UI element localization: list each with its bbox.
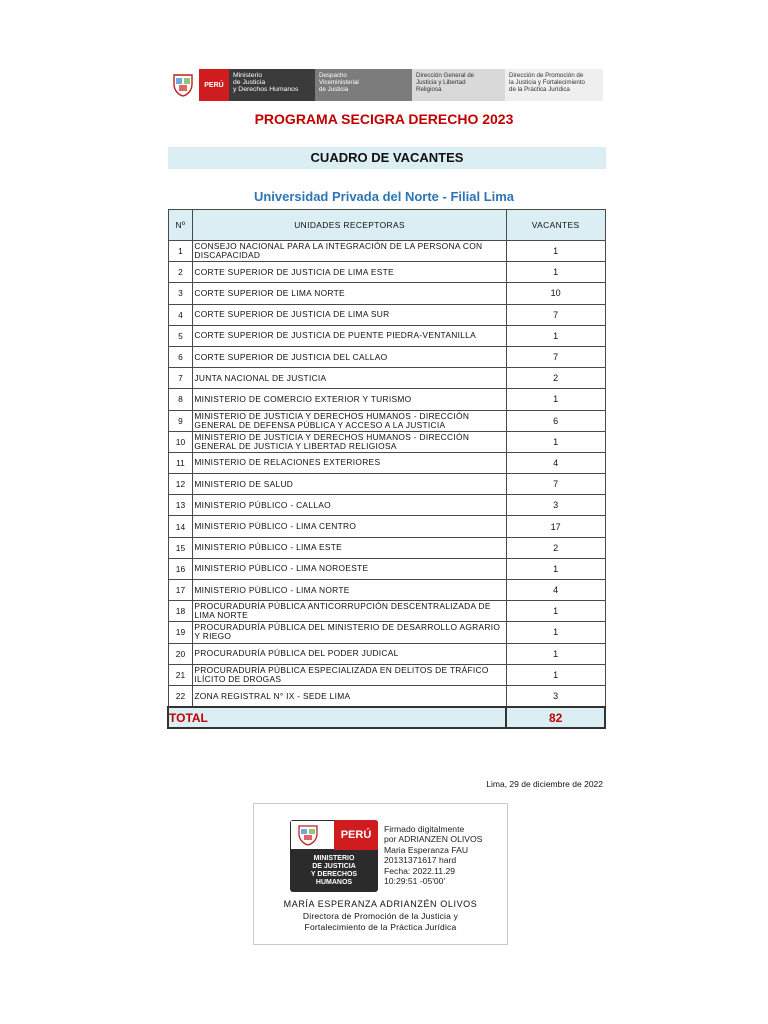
university-name: Universidad Privada del Norte - Filial Lima bbox=[253, 189, 515, 204]
ministry-block: Ministerio de Justicia y Derechos Humanos bbox=[229, 69, 315, 101]
header-vacancies: VACANTES bbox=[506, 210, 605, 241]
row-number: 10 bbox=[168, 431, 193, 452]
row-number: 12 bbox=[168, 474, 193, 495]
table-row bbox=[168, 452, 605, 473]
row-vacancies: 1 bbox=[506, 558, 605, 579]
row-unit: MINISTERIO DE SALUD bbox=[193, 474, 506, 495]
row-unit: CORTE SUPERIOR DE JUSTICIA DEL CALLAO bbox=[193, 346, 506, 367]
table-row bbox=[168, 580, 605, 601]
total-value: 82 bbox=[506, 707, 605, 728]
table-row bbox=[168, 325, 605, 346]
table-row bbox=[168, 664, 605, 685]
logo-country: PERÚ bbox=[334, 820, 378, 850]
row-unit: MINISTERIO DE COMERCIO EXTERIOR Y TURISMO bbox=[193, 389, 506, 410]
table-row bbox=[168, 495, 605, 516]
row-number: 6 bbox=[168, 346, 193, 367]
total-row bbox=[168, 707, 605, 728]
header-number: Nº bbox=[168, 210, 193, 241]
row-unit: MINISTERIO DE JUSTICIA Y DERECHOS HUMANOS - DIRECCIÓN GENERAL DE JUSTICIA Y LIBERTAD RELIGIOSA bbox=[193, 431, 506, 452]
row-vacancies: 1 bbox=[506, 325, 605, 346]
table-row bbox=[168, 389, 605, 410]
row-number: 18 bbox=[168, 601, 193, 622]
ministry-logo bbox=[290, 820, 378, 892]
row-vacancies: 1 bbox=[506, 622, 605, 643]
row-number: 16 bbox=[168, 558, 193, 579]
promotion-direction-block: Dirección de Promoción de la Justicia y Fortalecimiento de la Práctica Jurídica bbox=[505, 69, 603, 101]
institution-banner bbox=[167, 69, 603, 101]
table-row bbox=[168, 346, 605, 367]
coat-of-arms-icon bbox=[296, 824, 320, 846]
row-vacancies: 4 bbox=[506, 580, 605, 601]
row-unit: PROCURADURÍA PÚBLICA DEL PODER JUDICAL bbox=[193, 643, 506, 664]
table-row bbox=[168, 558, 605, 579]
table-subtitle: CUADRO DE VACANTES bbox=[168, 147, 606, 169]
coat-of-arms-icon bbox=[167, 69, 199, 101]
row-unit: MINISTERIO PÚBLICO - LIMA CENTRO bbox=[193, 516, 506, 537]
table-row bbox=[168, 622, 605, 643]
digital-signature-box bbox=[253, 803, 508, 945]
row-number: 5 bbox=[168, 325, 193, 346]
vacancies-table bbox=[167, 209, 606, 729]
page-title: PROGRAMA SECIGRA DERECHO 2023 bbox=[254, 111, 514, 127]
row-vacancies: 6 bbox=[506, 410, 605, 431]
signer-name: MARÍA ESPERANZA ADRIANZÉN OLIVOS bbox=[283, 899, 478, 909]
row-number: 22 bbox=[168, 685, 193, 707]
row-number: 19 bbox=[168, 622, 193, 643]
row-unit: MINISTERIO DE JUSTICIA Y DERECHOS HUMANOS - DIRECCIÓN GENERAL DE DEFENSA PÚBLICA Y ACCESO A LA JUSTICIA bbox=[193, 410, 506, 431]
row-number: 9 bbox=[168, 410, 193, 431]
row-vacancies: 2 bbox=[506, 537, 605, 558]
header-unit: UNIDADES RECEPTORAS bbox=[193, 210, 506, 241]
table-row bbox=[168, 283, 605, 304]
signature-details: Firmado digitalmente por ADRIANZEN OLIVOS Maria Esperanza FAU 20131371617 hard Fecha: 2022.11.29 10:29:51 -05'00' bbox=[384, 824, 483, 887]
row-unit: CORTE SUPERIOR DE LIMA NORTE bbox=[193, 283, 506, 304]
row-number: 15 bbox=[168, 537, 193, 558]
row-unit: MINISTERIO PÚBLICO - LIMA NORTE bbox=[193, 580, 506, 601]
row-unit: MINISTERIO PÚBLICO - LIMA ESTE bbox=[193, 537, 506, 558]
table-row bbox=[168, 410, 605, 431]
row-vacancies: 3 bbox=[506, 495, 605, 516]
row-unit: JUNTA NACIONAL DE JUSTICIA bbox=[193, 368, 506, 389]
row-unit: MINISTERIO PÚBLICO - CALLAO bbox=[193, 495, 506, 516]
table-header-row bbox=[168, 210, 605, 241]
table-row bbox=[168, 368, 605, 389]
row-number: 1 bbox=[168, 241, 193, 262]
row-unit: PROCURADURÍA PÚBLICA DEL MINISTERIO DE DESARROLLO AGRARIO Y RIEGO bbox=[193, 622, 506, 643]
row-number: 21 bbox=[168, 664, 193, 685]
table-row bbox=[168, 516, 605, 537]
row-unit: PROCURADURÍA PÚBLICA ESPECIALIZADA EN DELITOS DE TRÁFICO ILÍCITO DE DROGAS bbox=[193, 664, 506, 685]
row-vacancies: 1 bbox=[506, 241, 605, 262]
table-row bbox=[168, 304, 605, 325]
row-vacancies: 1 bbox=[506, 601, 605, 622]
row-vacancies: 1 bbox=[506, 664, 605, 685]
row-vacancies: 4 bbox=[506, 452, 605, 473]
row-vacancies: 7 bbox=[506, 304, 605, 325]
table-row bbox=[168, 262, 605, 283]
total-label: TOTAL bbox=[168, 707, 506, 728]
row-vacancies: 10 bbox=[506, 283, 605, 304]
row-unit: CORTE SUPERIOR DE JUSTICIA DE PUENTE PIEDRA-VENTANILLA bbox=[193, 325, 506, 346]
row-vacancies: 2 bbox=[506, 368, 605, 389]
table-row bbox=[168, 537, 605, 558]
row-number: 20 bbox=[168, 643, 193, 664]
row-unit: CORTE SUPERIOR DE JUSTICIA DE LIMA SUR bbox=[193, 304, 506, 325]
row-vacancies: 7 bbox=[506, 346, 605, 367]
table-row bbox=[168, 241, 605, 262]
row-number: 8 bbox=[168, 389, 193, 410]
row-unit: PROCURADURÍA PÚBLICA ANTICORRUPCIÓN DESCENTRALIZADA DE LIMA NORTE bbox=[193, 601, 506, 622]
row-number: 3 bbox=[168, 283, 193, 304]
row-number: 17 bbox=[168, 580, 193, 601]
signer-role: Directora de Promoción de la Justicia y Fortalecimiento de la Práctica Jurídica bbox=[302, 911, 459, 932]
table-row bbox=[168, 431, 605, 452]
vice-ministry-block: Despacho Viceministerial de Justicia bbox=[315, 69, 412, 101]
row-vacancies: 7 bbox=[506, 474, 605, 495]
row-number: 11 bbox=[168, 452, 193, 473]
general-direction-block: Dirección General de Justicia y Libertad Religiosa bbox=[412, 69, 505, 101]
row-vacancies: 3 bbox=[506, 685, 605, 707]
row-number: 7 bbox=[168, 368, 193, 389]
row-number: 2 bbox=[168, 262, 193, 283]
row-unit: MINISTERIO DE RELACIONES EXTERIORES bbox=[193, 452, 506, 473]
row-number: 13 bbox=[168, 495, 193, 516]
document-date: Lima, 29 de diciembre de 2022 bbox=[486, 779, 603, 789]
row-number: 4 bbox=[168, 304, 193, 325]
row-vacancies: 17 bbox=[506, 516, 605, 537]
table-row bbox=[168, 685, 605, 707]
logo-text: MINISTERIO DE JUSTICIA Y DERECHOS HUMANOS bbox=[310, 855, 358, 886]
row-vacancies: 1 bbox=[506, 262, 605, 283]
row-unit: CORTE SUPERIOR DE JUSTICIA DE LIMA ESTE bbox=[193, 262, 506, 283]
peru-label: PERÚ bbox=[199, 69, 229, 101]
row-vacancies: 1 bbox=[506, 389, 605, 410]
table-row bbox=[168, 474, 605, 495]
row-number: 14 bbox=[168, 516, 193, 537]
row-vacancies: 1 bbox=[506, 643, 605, 664]
row-vacancies: 1 bbox=[506, 431, 605, 452]
row-unit: ZONA REGISTRAL N° IX - SEDE LIMA bbox=[193, 685, 506, 707]
row-unit: MINISTERIO PÚBLICO - LIMA NOROESTE bbox=[193, 558, 506, 579]
row-unit: CONSEJO NACIONAL PARA LA INTEGRACIÓN DE LA PERSONA CON DISCAPACIDAD bbox=[193, 241, 506, 262]
table-row bbox=[168, 643, 605, 664]
table-row bbox=[168, 601, 605, 622]
